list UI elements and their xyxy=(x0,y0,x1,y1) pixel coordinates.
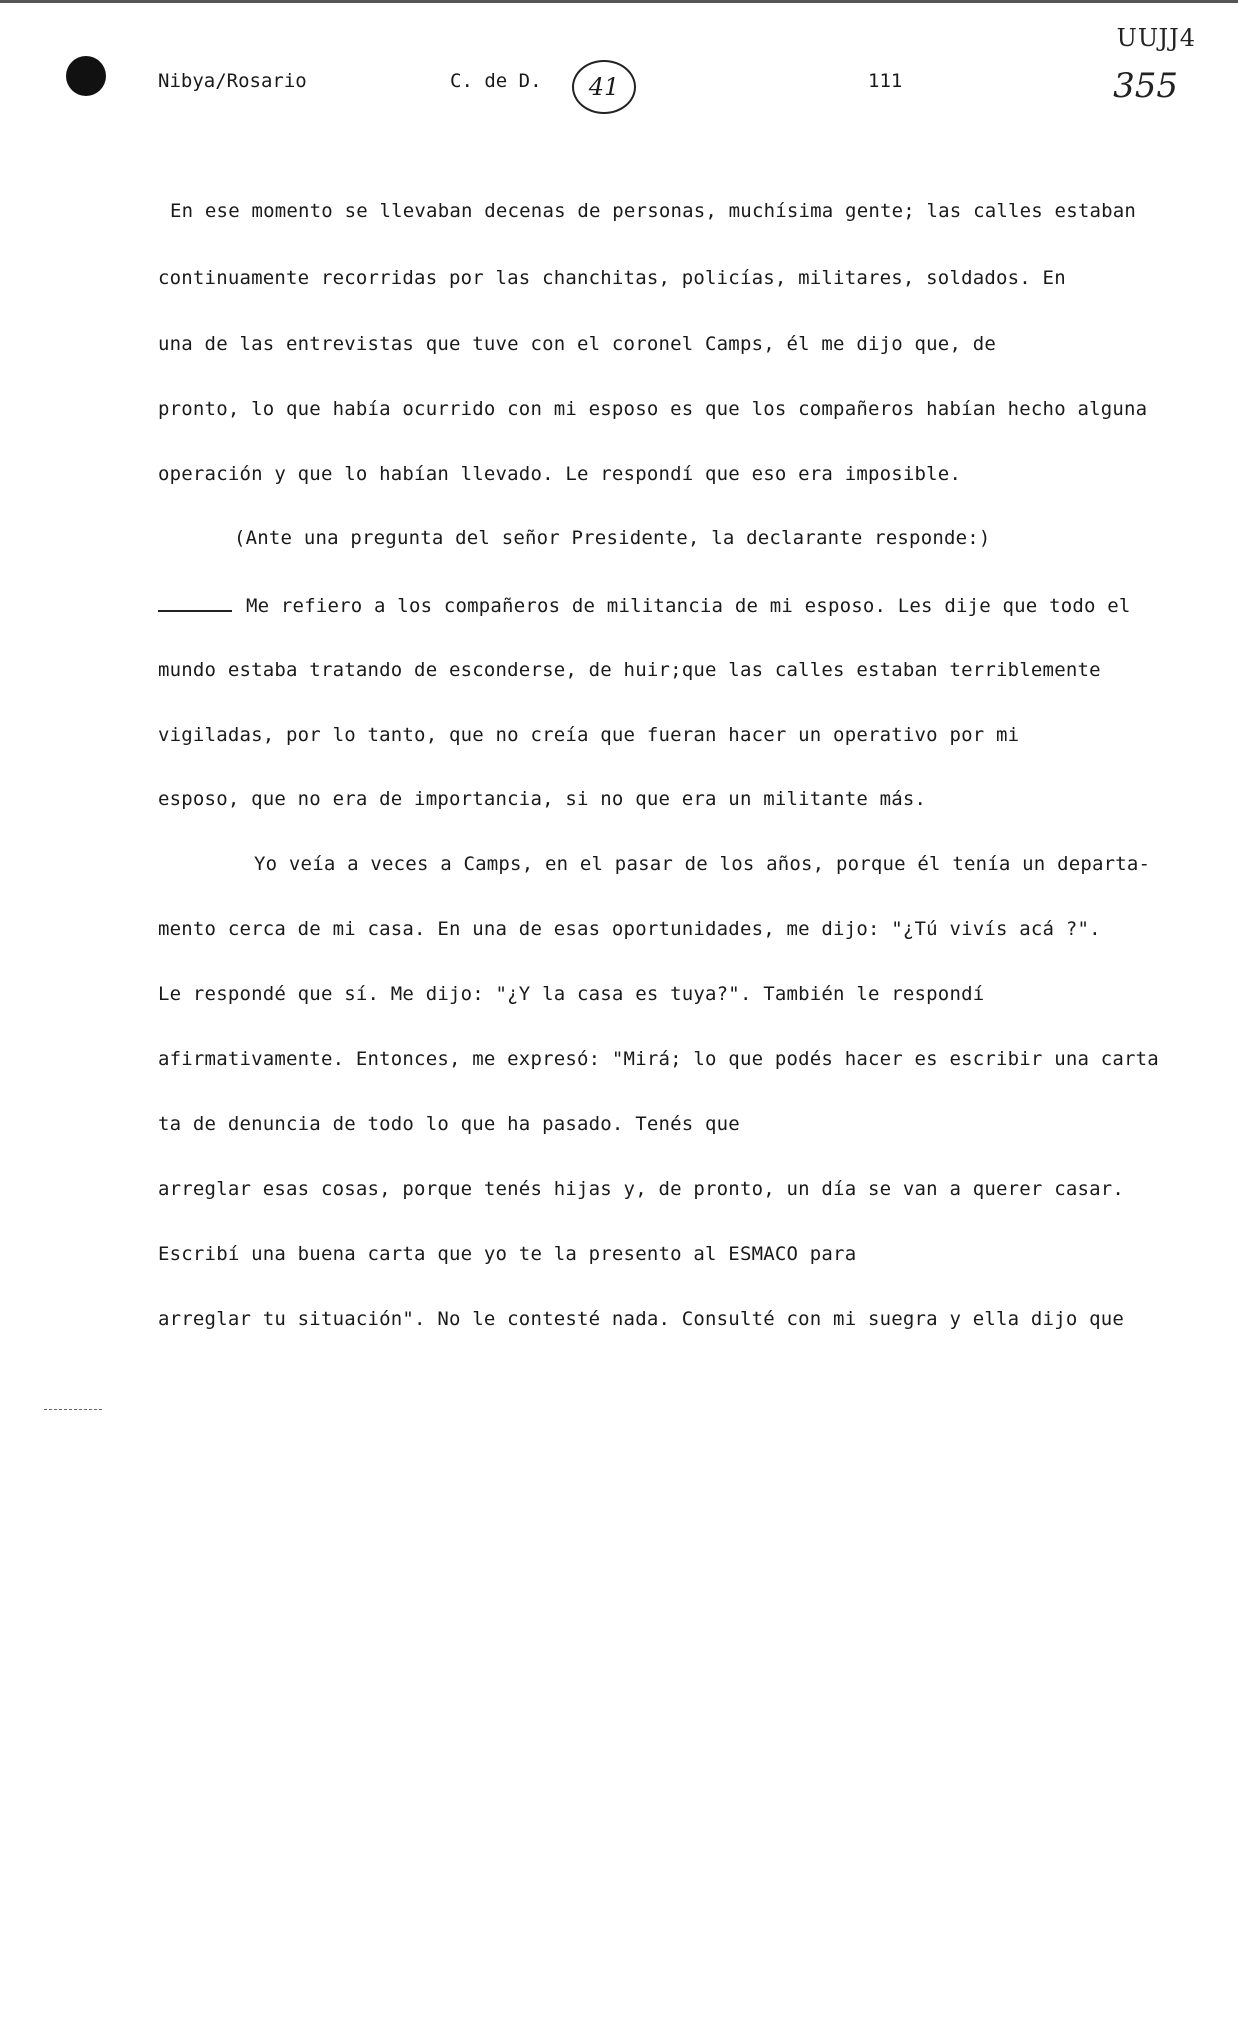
text-line-13: Le respondé que sí. Me dijo: "¿Y la casa es tuya?". También le respondí xyxy=(158,983,985,1005)
handwritten-folio: 355 xyxy=(1113,66,1178,106)
header-name: Nibya/Rosario xyxy=(158,70,307,92)
text-line-4: pronto, lo que había ocurrido con mi esposo es que los compañeros habían hecho alguna xyxy=(158,398,1148,420)
page-number: 111 xyxy=(868,70,903,92)
text-line-10: esposo, que no era de importancia, si no que era un militante más. xyxy=(158,788,927,810)
text-line-1: En ese momento se llevaban decenas de personas, muchísima gente; las calles estaban xyxy=(170,200,1137,222)
text-line-16: arreglar esas cosas, porque tenés hijas y, de pronto, un día se van a querer casar. xyxy=(158,1178,1125,1200)
punch-hole xyxy=(66,56,106,96)
margin-dash-mark xyxy=(44,1409,102,1410)
text-line-5: operación y que lo habían llevado. Le respondí que eso era imposible. xyxy=(158,463,962,485)
text-line-6: (Ante una pregunta del señor Presidente, la declarante responde:) xyxy=(234,527,991,549)
text-line-15: ta de denuncia de todo lo que ha pasado. Tenés que xyxy=(158,1113,740,1135)
text-line-8: mundo estaba tratando de esconderse, de huir;que las calles estaban terriblemente xyxy=(158,659,1101,681)
text-line-7 xyxy=(158,592,1131,617)
text-line-14: afirmativamente. Entonces, me expresó: "Mirá; lo que podés hacer es escribir una carta xyxy=(158,1048,1159,1070)
top-border xyxy=(0,0,1238,3)
text-line-17: Escribí una buena carta que yo te la presento al ESMACO para xyxy=(158,1243,857,1265)
text-line-9: vigiladas, por lo tanto, que no creía que fueran hacer un operativo por mi xyxy=(158,724,1020,746)
header-code: C. de D. xyxy=(450,70,542,92)
text-line-12: mento cerca de mi casa. En una de esas oportunidades, me dijo: "¿Tú vivís acá ?". xyxy=(158,918,1101,940)
blank-underline xyxy=(158,592,232,612)
text-line-2: continuamente recorridas por las chanchitas, policías, militares, soldados. En xyxy=(158,267,1066,289)
stamp-number: UUJJ4 xyxy=(1116,24,1196,52)
text-line-7-content: Me refiero a los compañeros de militancia de mi esposo. Les dije que todo el xyxy=(246,595,1131,617)
circled-number: 41 xyxy=(572,60,636,114)
text-line-3: una de las entrevistas que tuve con el coronel Camps, él me dijo que, de xyxy=(158,333,997,355)
text-line-18: arreglar tu situación". No le contesté nada. Consulté con mi suegra y ella dijo que xyxy=(158,1308,1125,1330)
text-line-11: Yo veía a veces a Camps, en el pasar de los años, porque él tenía un departa- xyxy=(254,853,1151,875)
